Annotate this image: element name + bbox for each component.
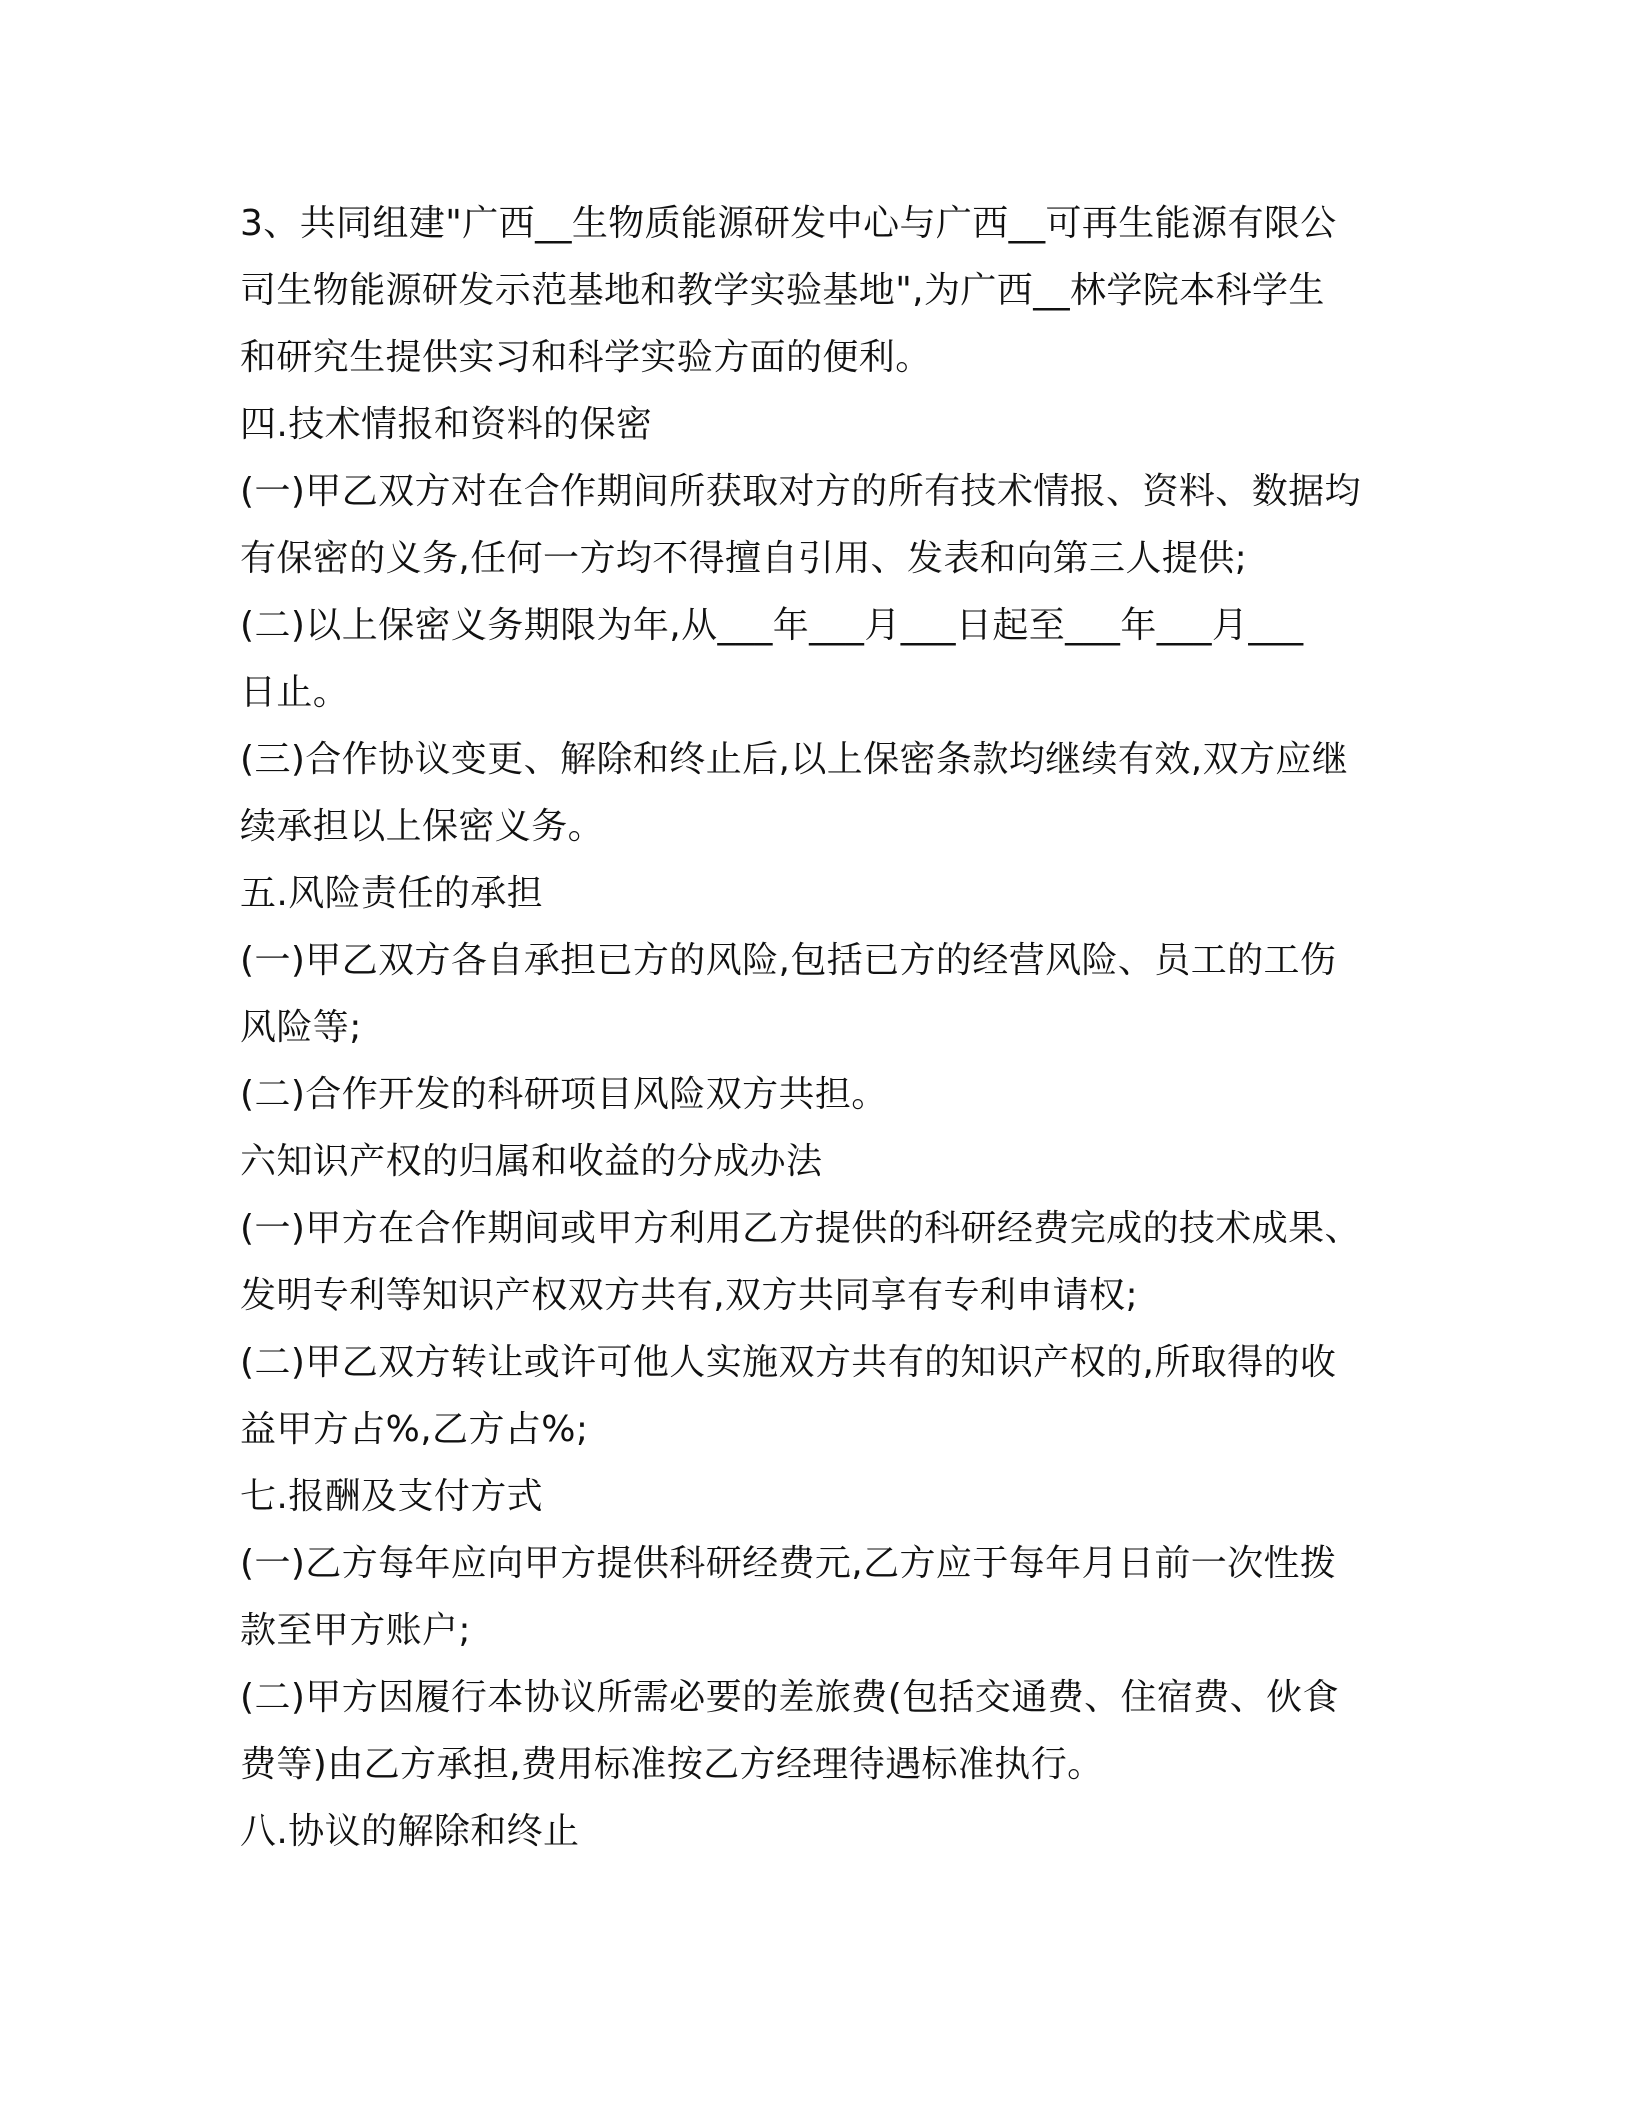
text-line-16: (一)甲方在合作期间或甲方利用乙方提供的科研经费完成的技术成果、 [240,1208,1361,1249]
section-heading-7: 七.报酬及支付方式 [240,1476,544,1517]
text-line-22: 款至甲方账户; [240,1610,471,1651]
section-heading-4: 四.技术情报和资料的保密 [240,404,653,445]
text-line-24: 费等)由乙方承担,费用标准按乙方经理待遇标准执行。 [240,1744,1104,1785]
text-line-14: (二)合作开发的科研项目风险双方共担。 [240,1074,888,1115]
text-line-17: 发明专利等知识产权双方共有,双方共同享有专利申请权; [240,1275,1138,1316]
text-line-23: (二)甲方因履行本协议所需必要的差旅费(包括交通费、住宿费、伙食 [240,1677,1339,1718]
document-body [240,190,1400,1865]
text-line-13: 风险等; [240,1007,362,1048]
text-line-8: 日止。 [240,672,350,713]
text-line-1: 3、共同组建"广西__生物质能源研发中心与广西__可再生能源有限公 [240,203,1337,244]
text-line-21: (一)乙方每年应向甲方提供科研经费元,乙方应于每年月日前一次性拨 [240,1543,1337,1584]
text-line-6: 有保密的义务,任何一方均不得擅自引用、发表和向第三人提供; [240,538,1248,579]
text-line-9: (三)合作协议变更、解除和终止后,以上保密条款均继续有效,双方应继 [240,739,1349,780]
text-line-5: (一)甲乙双方对在合作期间所获取对方的所有技术情报、资料、数据均 [240,471,1361,512]
text-line-2: 司生物能源研发示范基地和教学实验基地",为广西__林学院本科学生 [240,270,1325,311]
section-heading-5: 五.风险责任的承担 [240,873,544,914]
section-heading-8: 八.协议的解除和终止 [240,1811,580,1852]
section-heading-6: 六知识产权的归属和收益的分成办法 [240,1141,823,1182]
text-line-18: (二)甲乙双方转让或许可他人实施双方共有的知识产权的,所取得的收 [240,1342,1337,1383]
text-line-7: (二)以上保密义务期限为年,从___年___月___日起至___年___月___ [240,605,1304,646]
text-line-19: 益甲方占%,乙方占%; [240,1409,589,1450]
text-line-10: 续承担以上保密义务。 [240,806,605,847]
text-line-3: 和研究生提供实习和科学实验方面的便利。 [240,337,932,378]
text-line-12: (一)甲乙双方各自承担已方的风险,包括已方的经营风险、员工的工伤 [240,940,1337,981]
